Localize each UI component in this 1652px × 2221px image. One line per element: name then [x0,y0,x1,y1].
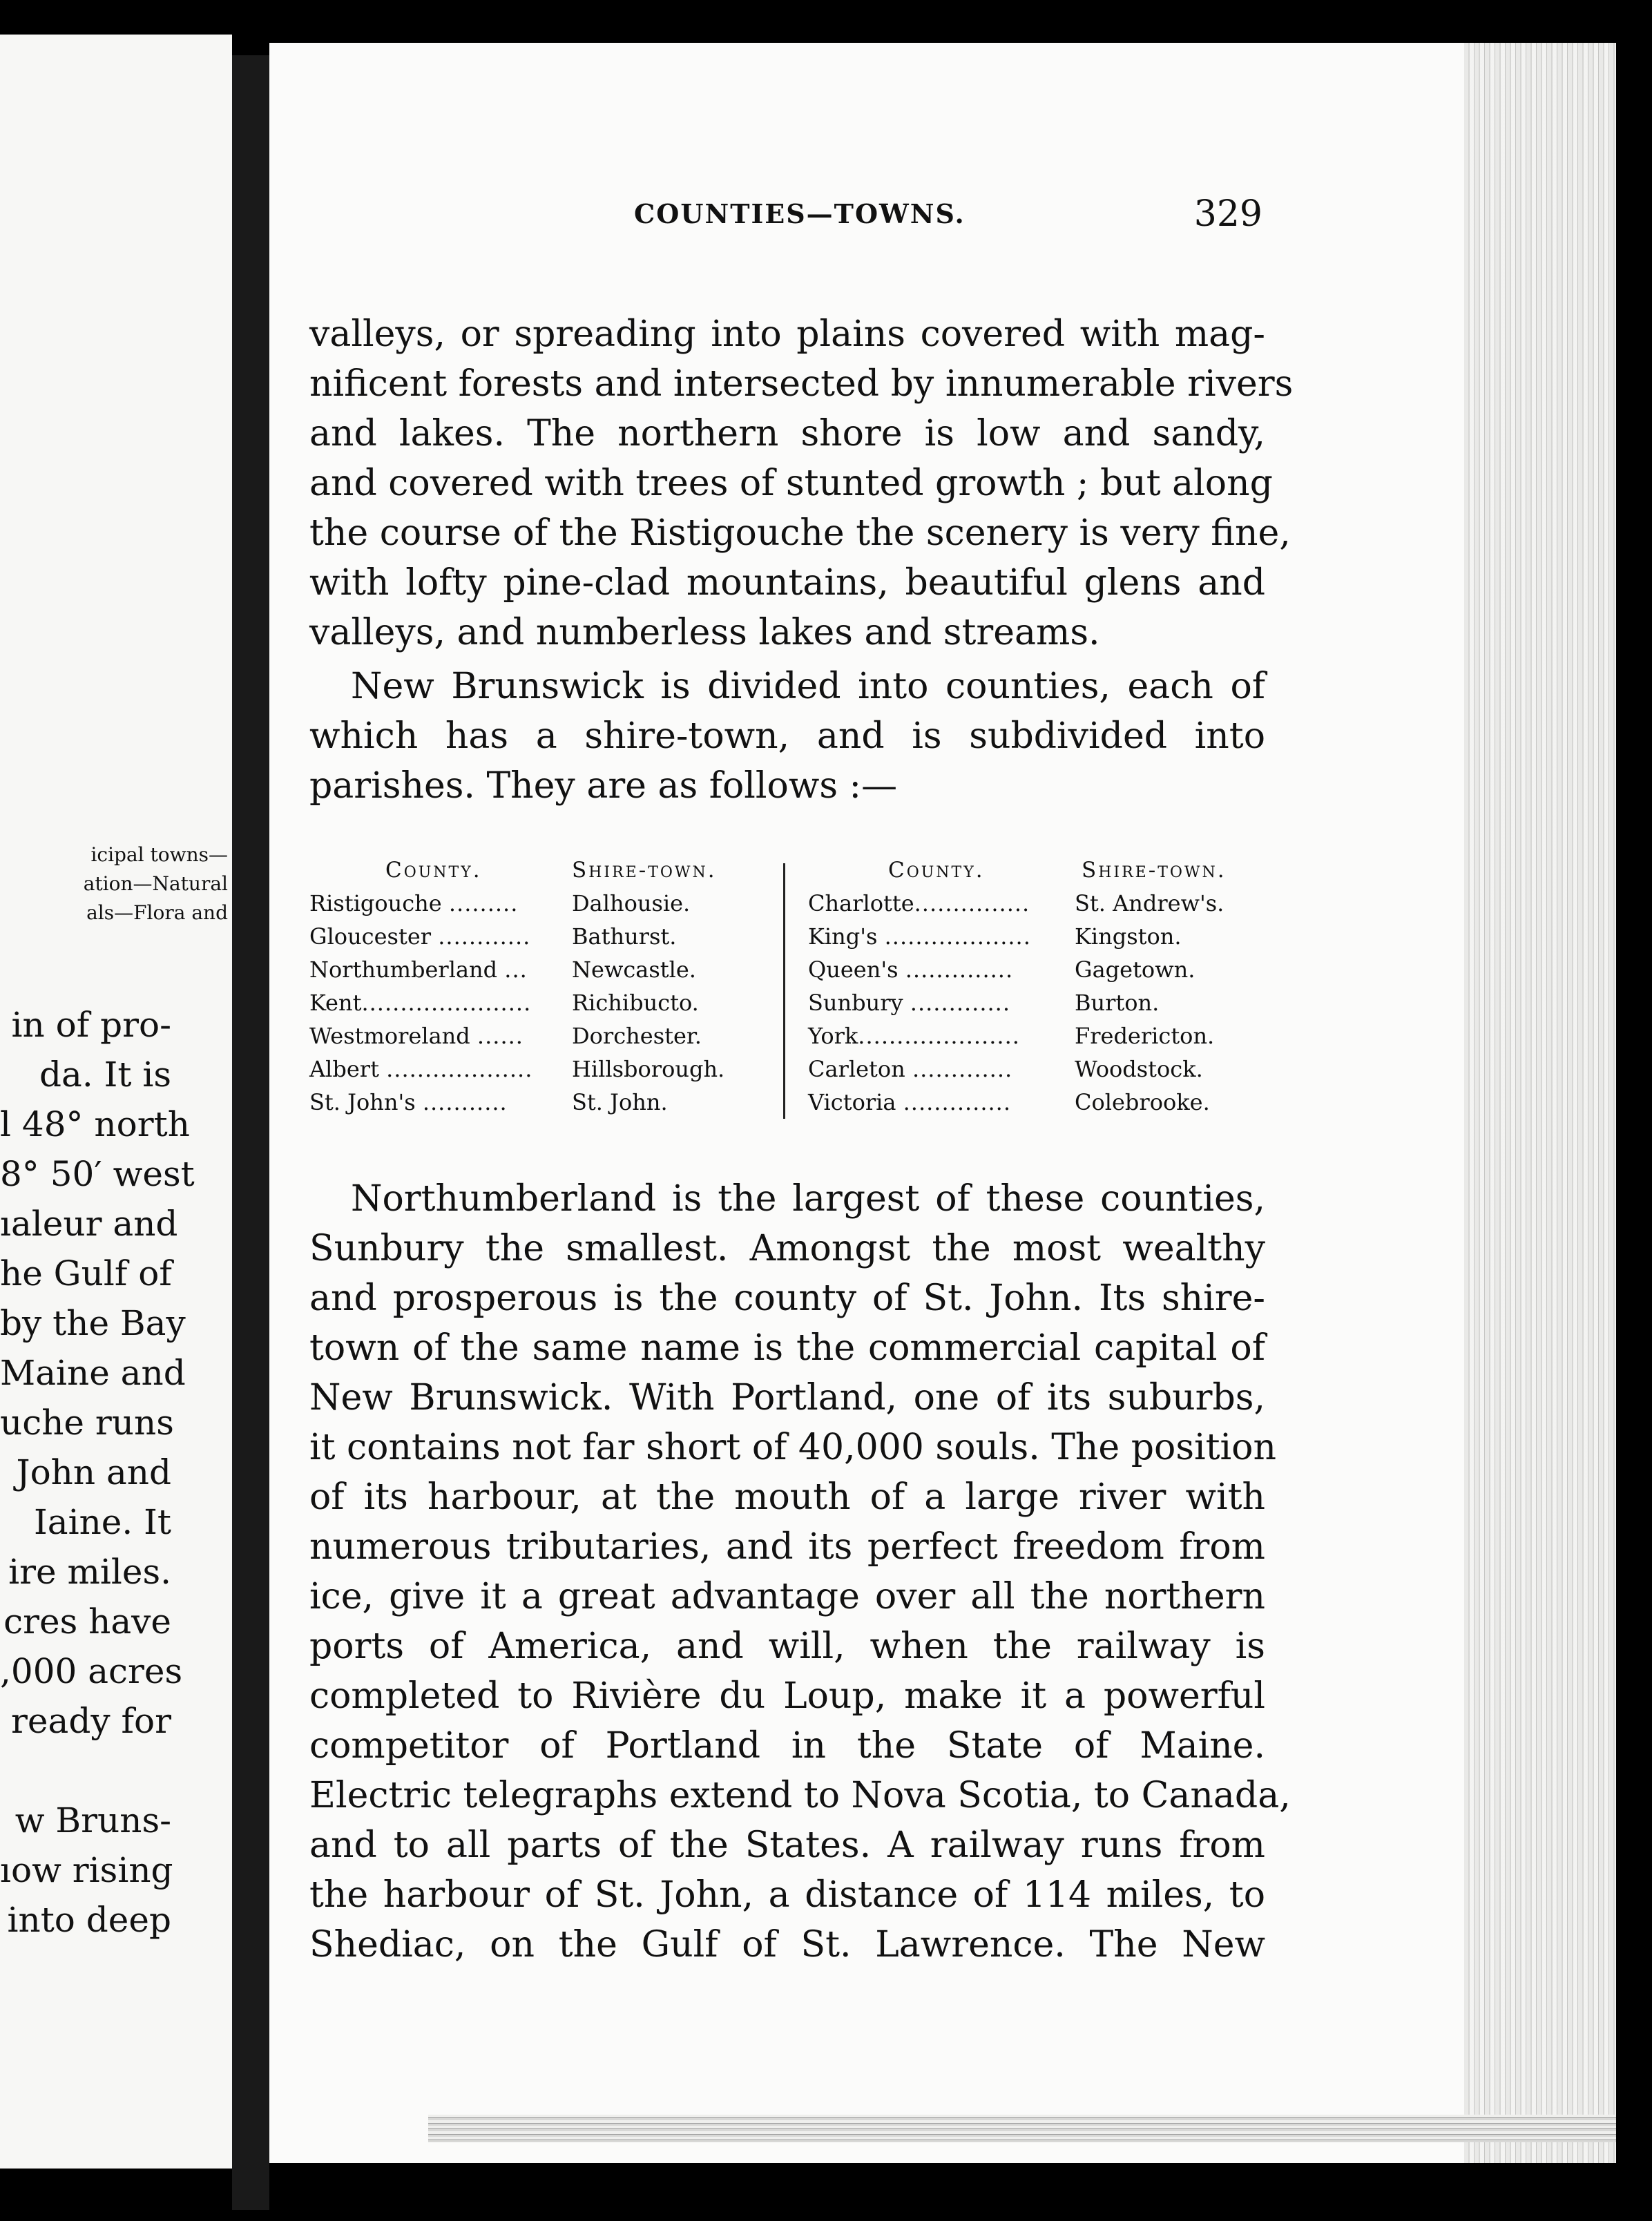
left-page-line: 8° 50′ west [0,1154,195,1194]
left-page-line: John and [16,1452,171,1492]
left-page-line: ,000 acres [0,1651,183,1691]
table-cell-town: St. John. [572,1089,668,1115]
left-page-line: in of pro- [11,1005,171,1045]
table-cell-town: Colebrooke. [1075,1089,1210,1115]
paragraph-line: with lofty pine-clad mountains, beautiful glens and [309,562,1265,604]
page-number: 329 [1193,193,1262,235]
table-row: Victoria .............. [808,1089,1012,1115]
table-cell-town: Newcastle. [572,956,696,983]
table-cell-town: Burton. [1075,990,1160,1016]
table-row: Charlotte............... [808,890,1030,916]
left-page-line: l 48° north [0,1104,190,1144]
left-page-line: Iaine. It [34,1502,171,1542]
paragraph-line: Electric telegraphs extend to Nova Scotia, to Canada, [309,1775,1291,1816]
table-row: Carleton ............. [808,1056,1013,1082]
running-title: COUNTIES—TOWNS. [634,198,966,229]
paragraph-line: and lakes. The northern shore is low and sandy, [309,413,1265,454]
paragraph-line: Sunbury the smallest. Amongst the most wealthy [309,1228,1265,1269]
table-header-county: County. [888,858,985,883]
paragraph-line: competitor of Portland in the State of Maine. [309,1725,1265,1767]
table-header-county: County. [385,858,482,883]
paragraph-line: and covered with trees of stunted growth ; but along [309,463,1273,504]
paragraph-line: the course of the Ristigouche the scenery is very fine, [309,512,1291,554]
left-page-line: he Gulf of [0,1253,172,1294]
table-row: Northumberland ... [309,956,528,983]
left-page-line: ire miles. [8,1552,171,1592]
left-page-line: cres have [3,1602,171,1642]
table-row: Ristigouche ......... [309,890,519,916]
left-page-header-line: icipal towns— [90,843,228,866]
table-cell-town: St. Andrew's. [1075,890,1224,916]
paragraph-line: New Brunswick. With Portland, one of its suburbs, [309,1377,1265,1419]
paragraph-line: Northumberland is the largest of these counties, [351,1178,1265,1220]
table-row: Sunbury ............. [808,990,1011,1016]
table-cell-town: Bathurst. [572,923,677,950]
table-row: St. John's ........... [309,1089,508,1115]
paragraph-line: parishes. They are as follows :— [309,765,898,807]
table-cell-town: Kingston. [1075,923,1182,950]
table-row: Albert ................... [309,1056,533,1082]
left-page-line: by the Bay [0,1303,186,1343]
left-page-line: Maine and [0,1353,186,1393]
table-row: Gloucester ............ [309,923,531,950]
paragraph-line: it contains not far short of 40,000 souls. The position [309,1427,1276,1468]
paragraph-line: town of the same name is the commercial capital of [309,1327,1265,1369]
left-page-line: uche runs [0,1403,174,1443]
table-row: York..................... [808,1023,1020,1049]
table-row: Westmoreland ...... [309,1023,524,1049]
book-gutter [232,55,269,2210]
table-header-shire-town: Shire-town. [1082,858,1227,883]
left-page-header-line: als—Flora and [86,901,228,924]
paragraph-line: and prosperous is the county of St. John. Its shire- [309,1278,1265,1319]
left-page-header-line: ation—Natural [83,872,228,895]
left-page-line: ıaleur and [0,1204,178,1244]
table-cell-town: Dalhousie. [572,890,691,916]
table-cell-town: Gagetown. [1075,956,1195,983]
paragraph-line: numerous tributaries, and its perfect freedom from [309,1526,1265,1568]
left-page-line: da. It is [39,1055,171,1095]
paragraph-line: nificent forests and intersected by innumerable rivers [309,363,1294,405]
left-facing-page [0,35,232,2169]
page-bottom-edge [428,2115,1616,2142]
paragraph-line: the harbour of St. John, a distance of 114 miles, to [309,1874,1265,1916]
paragraph-line: ports of America, and will, when the railway is [309,1626,1265,1667]
paragraph-line: valleys, and numberless lakes and streams. [309,612,1100,653]
table-cell-town: Dorchester. [572,1023,702,1049]
table-header-shire-town: Shire-town. [572,858,717,883]
table-divider [783,863,785,1119]
table-row: Queen's .............. [808,956,1014,983]
running-head [365,186,1262,242]
paragraph-line: of its harbour, at the mouth of a large river with [309,1477,1265,1518]
paragraph-line: valleys, or spreading into plains covered with mag- [309,314,1265,355]
page-edges [1464,43,1616,2163]
left-page-line: ıow rising [0,1850,173,1890]
paragraph-line: Shediac, on the Gulf of St. Lawrence. The New [309,1924,1265,1965]
table-row: Kent...................... [309,990,532,1016]
left-page-line: ready for [11,1701,171,1741]
table-cell-town: Richibucto. [572,990,699,1016]
paragraph-line: completed to Rivière du Loup, make it a powerful [309,1675,1265,1717]
table-cell-town: Woodstock. [1075,1056,1203,1082]
paragraph-line: ice, give it a great advantage over all the northern [309,1576,1265,1617]
table-row: King's ................... [808,923,1031,950]
table-cell-town: Hillsborough. [572,1056,725,1082]
paragraph-line: which has a shire-town, and is subdivided into [309,715,1265,757]
paragraph-line: and to all parts of the States. A railway runs from [309,1825,1265,1866]
left-page-line: w Bruns- [15,1800,171,1840]
paragraph-line: New Brunswick is divided into counties, each of [351,666,1265,707]
table-cell-town: Fredericton. [1075,1023,1215,1049]
left-page-line: into deep [7,1900,171,1940]
counties-table [309,856,1269,1126]
